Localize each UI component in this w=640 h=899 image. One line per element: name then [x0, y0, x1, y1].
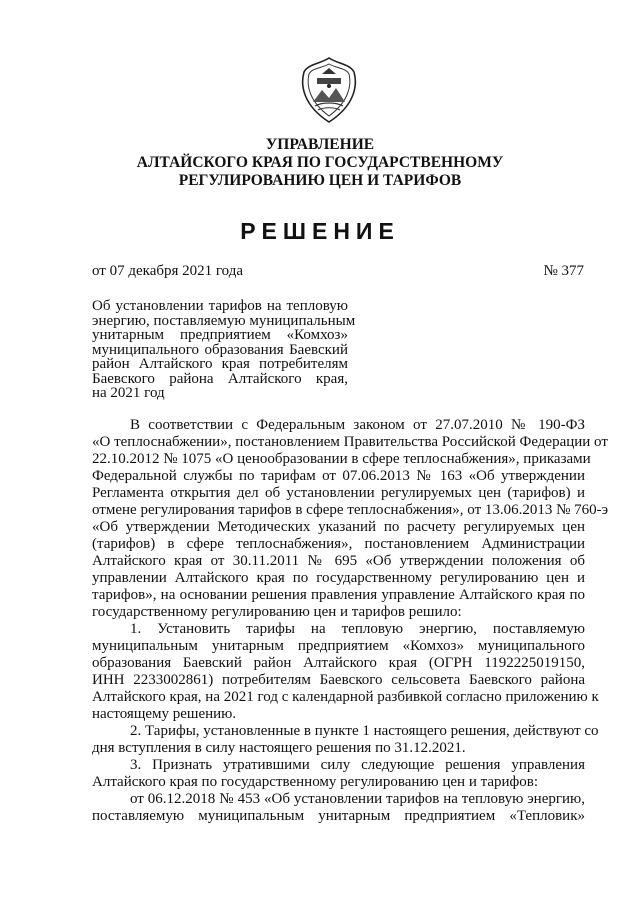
body-line: (тарифов) в сфере теплоснабжения», постановлением Администрации [92, 536, 585, 552]
subject-line: на 2021 год [92, 385, 165, 401]
document-number: № 377 [543, 263, 584, 279]
body-line: дня вступления в силу настоящего решения по 31.12.2021. [92, 740, 466, 756]
subject-line: муниципального образования Баевский [92, 341, 348, 358]
body-line: настоящему решению. [92, 706, 237, 722]
body-line: Алтайского края по государственному регулированию цен и тарифов: [92, 774, 539, 790]
subject-line: район Алтайского края потребителям [92, 356, 348, 372]
body-line: поставляемую муниципальным унитарным предприятием «Тепловик» [92, 808, 585, 824]
body-line: ИНН 2233002861) потребителям Баевского сельсовета Баевского района [92, 672, 585, 688]
body-line: 2. Тарифы, установленные в пункте 1 настоящего решения, действуют со [130, 723, 599, 739]
body-line: В соответствии с Федеральным законом от 27.07.2010 № 190-ФЗ [130, 417, 585, 433]
body-line: от 06.12.2018 № 453 «Об установлении тарифов на тепловую энергию, [130, 791, 585, 807]
body-line: образования Баевский район Алтайского края (ОГРН 1192225019150, [92, 655, 585, 671]
body-line: государственному регулированию цен и тарифов решило: [92, 604, 462, 620]
coat-of-arms-icon [300, 56, 358, 124]
body-line: Федеральной службы по тарифам от 07.06.2013 № 163 «Об утверждении [92, 468, 585, 484]
subject-line: Баевского района Алтайского края, [92, 370, 348, 387]
subject-line: Об установлении тарифов на тепловую [92, 298, 348, 314]
body-line: отмене регулирования тарифов в сфере теплоснабжения», от 13.06.2013 № 760-э [92, 502, 609, 518]
document-body [92, 417, 609, 825]
body-line: 3. Признать утратившими силу следующие решения управления [130, 757, 585, 773]
body-line: Алтайского края, на 2021 год с календарной разбивкой согласно приложению к [92, 689, 599, 705]
body-line: 1. Установить тарифы на тепловую энергию, поставляемую [130, 621, 585, 637]
subject-line: унитарным предприятием «Комхоз» [92, 327, 348, 343]
organization-line: УПРАВЛЕНИЕ [265, 136, 375, 153]
organization-line: РЕГУЛИРОВАНИЮ ЦЕН И ТАРИФОВ [178, 172, 462, 189]
organization-line: АЛТАЙСКОГО КРАЯ ПО ГОСУДАРСТВЕННОМУ [136, 154, 504, 171]
body-line: управлении Алтайского края по государственному регулированию цен и [92, 570, 585, 586]
body-line: «О теплоснабжении», постановлением Правительства Российской Федерации от [92, 434, 608, 450]
body-line: Регламента открытия дел об установлении регулируемых цен (тарифов) и [92, 485, 585, 501]
body-line: «Об утверждении Методических указаний по расчету регулируемых цен [92, 519, 585, 535]
body-line: тарифов», на основании решения правления управление Алтайского края по [92, 587, 585, 603]
document-title: РЕШЕНИЕ [240, 218, 400, 244]
subject-line: энергию, поставляемую муниципальным [92, 312, 356, 329]
document-date: от 07 декабря 2021 года [92, 263, 244, 279]
body-line: 22.10.2012 № 1075 «О ценообразовании в сфере теплоснабжения», приказами [92, 451, 591, 467]
body-line: муниципальным унитарным предприятием «Комхоз» муниципального [92, 638, 585, 654]
document-subject [92, 298, 356, 401]
organization-name [0, 136, 640, 190]
body-line: Алтайского края от 30.11.2011 № 695 «Об утверждении положения об [92, 553, 585, 569]
